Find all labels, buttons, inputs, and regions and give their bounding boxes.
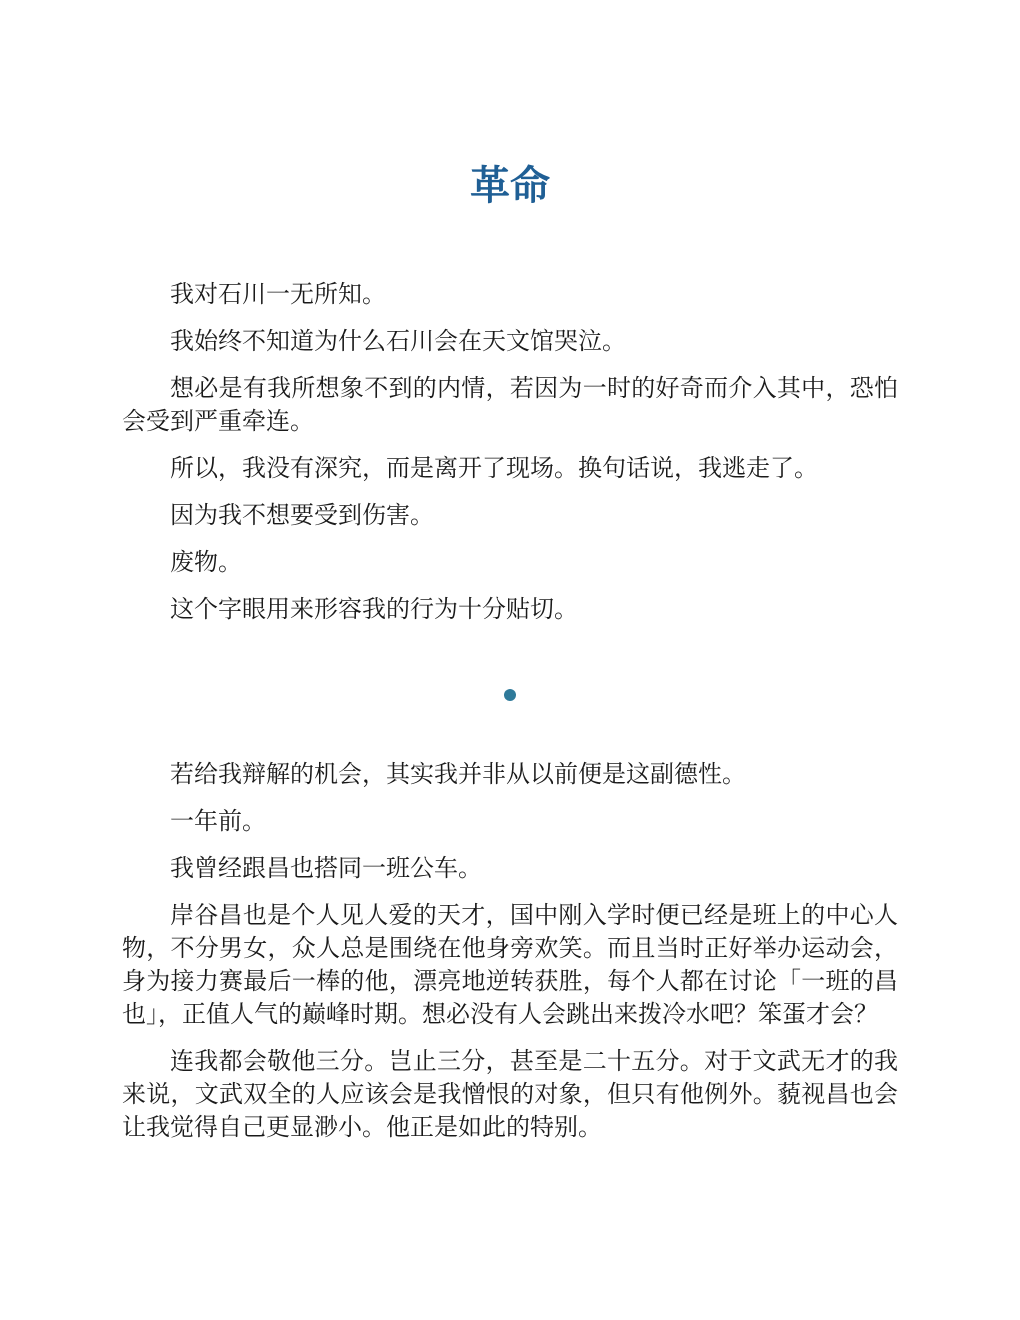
chapter-title: 革命 (470, 163, 550, 209)
paragraph: 废物。 (170, 548, 242, 576)
section-one (122, 278, 898, 640)
paragraph: 我对石川一无所知。 (170, 280, 386, 308)
paragraph: 我始终不知道为什么石川会在天文馆哭泣。 (170, 327, 626, 355)
section-divider-dot (504, 689, 516, 701)
paragraph: 若给我辩解的机会，其实我并非从以前便是这副德性。 (170, 760, 746, 788)
paragraph: 一年前。 (170, 807, 266, 835)
section-two (122, 758, 898, 1158)
paragraph: 我曾经跟昌也搭同一班公车。 (170, 854, 482, 882)
paragraph: 这个字眼用来形容我的行为十分贴切。 (170, 595, 578, 623)
paragraph: 岸谷昌也是个人见人爱的天才，国中刚入学时便已经是班上的中心人物，不分男女，众人总是围绕在他身旁欢笑。而且当时正好举办运动会，身为接力赛最后一棒的他，漂亮地逆转获胜，每个人都在讨论「一班的昌也」，正值人气的巅峰时期。想必没有人会跳出来拨冷水吧？笨蛋才会？ (122, 901, 898, 1028)
paragraph: 连我都会敬他三分。岂止三分，甚至是二十五分。对于文武无才的我来说，文武双全的人应该会是我憎恨的对象，但只有他例外。藐视昌也会让我觉得自己更显渺小。他正是如此的特别。 (122, 1047, 898, 1141)
paragraph: 想必是有我所想象不到的内情，若因为一时的好奇而介入其中，恐怕会受到严重牵连。 (122, 374, 898, 435)
paragraph: 所以，我没有深究，而是离开了现场。换句话说，我逃走了。 (170, 454, 818, 482)
paragraph: 因为我不想要受到伤害。 (170, 501, 434, 529)
